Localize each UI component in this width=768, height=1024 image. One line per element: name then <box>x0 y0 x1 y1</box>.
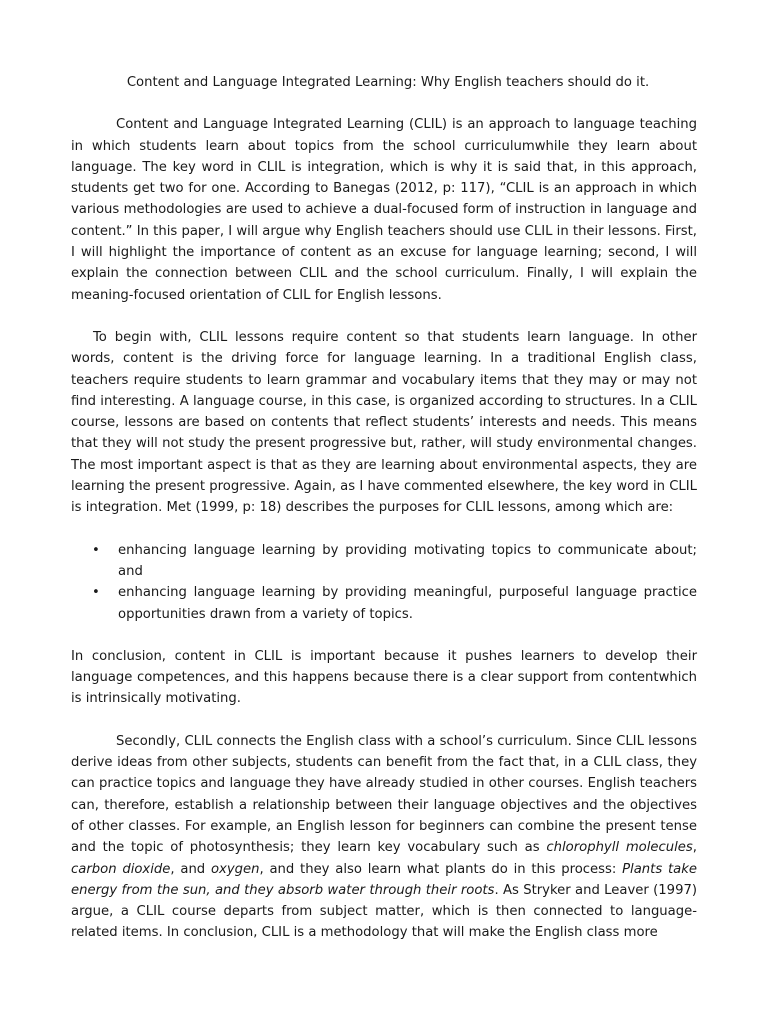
list-item <box>71 540 697 583</box>
purposes-list <box>71 540 697 625</box>
paragraph-content-importance: To begin with, CLIL lessons require content so that students learn language. In other words, content is the driving force for language learning. In a traditional English class, teachers require students to learn grammar and vocabulary items that they may or may not find interesting. A language course, in this case, is organized according to structures. In a CLIL course, lessons are based on contents that reflect students’ interests and needs. This means that they will not study the present progressive but, rather, will study environmental changes. The most important aspect is that as they are learning about environmental aspects, they are learning the present progressive. Again, as I have commented elsewhere, the key word in CLIL is integration. Met (1999, p: 18) describes the purposes for CLIL lessons, among which are: <box>71 329 697 516</box>
paragraph-text: . As Stryker and Leaver (1997) argue, a CLIL course departs from subject matter, which is then connected to language-related items. In conclusion, CLIL is a methodology that will make the English class more <box>71 882 698 941</box>
list-item-text: enhancing language learning by providing meaningful, purposeful language practice opportunities drawn from a variety of topics. <box>118 585 697 622</box>
paragraph-text: , and they also learn what plants do in this process: <box>259 861 623 877</box>
list-item-text: enhancing language learning by providing motivating topics to communicate about; and <box>118 542 697 579</box>
separator-text: , and <box>170 861 211 877</box>
paragraph-conclusion-content: In conclusion, content in CLIL is important because it pushes learners to develop their language competences, and this happens because there is a clear support from contentwhich is intrinsically motivating. <box>71 648 697 707</box>
list-item <box>71 582 697 625</box>
separator-text: , <box>692 840 697 856</box>
italic-quote: Plants take energy from the sun, and they absorb water through their roots <box>71 861 697 898</box>
document-title: Content and Language Integrated Learning: Why English teachers should do it. <box>126 75 650 90</box>
paragraph-text: Secondly, CLIL connects the English class with a school’s curriculum. Since CLIL lessons derive ideas from other subjects, students can benefit from the fact that, in a CLIL class, they can practice topics and language they have already studied in other courses. English teachers can, therefore, establish a relationship between their language objectives and the objectives of other classes. For example, an English lesson for beginners can combine the present tense and the topic of photosynthesis; they learn key vocabulary such as <box>71 733 697 856</box>
paragraph-introduction: Content and Language Integrated Learning (CLIL) is an approach to language teaching in which students learn about topics from the school curriculumwhile they learn about language. The key word in CLIL is integration, which is why it is said that, in this approach, students get two for one. According to Banegas (2012, p: 117), “CLIL is an approach in which various methodologies are used to achieve a dual-focused form of instruction in language and content.” In this paper, I will argue why English teachers should use CLIL in their lessons. First, I will highlight the importance of content as an excuse for language learning; second, I will explain the connection between CLIL and the school curriculum. Finally, I will explain the meaning-focused orientation of CLIL for English lessons. <box>71 117 697 303</box>
term-oxygen: oxygen <box>210 861 260 877</box>
bullet-icon: • <box>92 542 100 558</box>
term-chlorophyll: chlorophyll molecules <box>546 840 693 856</box>
document-page <box>71 72 697 944</box>
term-carbon-dioxide: carbon dioxide <box>71 861 171 877</box>
bullet-icon: • <box>92 585 100 601</box>
paragraph-curriculum <box>71 731 697 944</box>
